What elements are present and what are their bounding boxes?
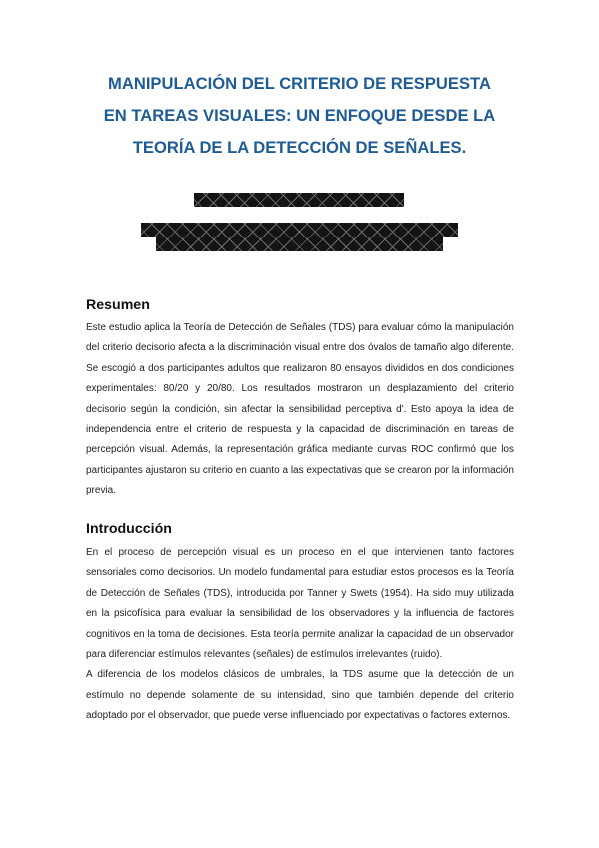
redacted-affiliation-block bbox=[141, 223, 458, 237]
paragraph: A diferencia de los modelos clásicos de umbrales, la TDS asume que la detección de un estímulo no depende solamente de su intensidad, sino que también depende del criterio adoptado por el observador, que puede verse influenciado por expectativas o factores externos. bbox=[86, 669, 514, 722]
paragraph: En el proceso de percepción visual es un proceso en el que intervienen tanto factores sensoriales como decisorios. Un modelo fundamental para estudiar estos procesos es la Teoría de Detección de Señales (TDS), introducida por Tanner y Swets (1954). Ha sido muy utilizada en la psicofísica para evaluar la sensibilidad de los observadores y la influencia de factores cognitivos en la toma de decisiones. Esta teoría permite analizar la capacidad de un observador para diferenciar estímulos relevantes (señales) de estímulos irrelevantes (ruido). bbox=[86, 547, 514, 661]
redacted-affiliation-block bbox=[156, 237, 443, 251]
introduction-text bbox=[86, 543, 514, 727]
paper-title bbox=[60, 68, 539, 164]
paragraph: Este estudio aplica la Teoría de Detección de Señales (TDS) para evaluar cómo la manipulación del criterio decisorio afecta a la discriminación visual entre dos óvalos de tamaño algo diferente. Se escogió a dos participantes adultos que realizaron 80 ensayos divididos en dos condiciones experimentales: 80/20 y 20/80. Los resultados mostraron un desplazamiento del criterio decisorio según la condición, sin afectar la sensibilidad perceptiva d'. Esto apoya la idea de independencia entre el criterio de respuesta y la capacidad de discriminación en tareas de percepción visual. Además, la representación gráfica mediante curvas ROC confirmó que los participantes ajustaron su criterio en cuanto a las expectativas que se crearon por la información previa. bbox=[86, 322, 514, 497]
abstract-text bbox=[86, 318, 514, 502]
title-line: MANIPULACIÓN DEL CRITERIO DE RESPUESTA bbox=[108, 74, 491, 93]
redacted-author-block bbox=[194, 193, 404, 207]
title-line: TEORÍA DE LA DETECCIÓN DE SEÑALES. bbox=[132, 138, 467, 157]
section-heading-introduccion: Introducción bbox=[86, 521, 172, 537]
section-heading-resumen: Resumen bbox=[86, 297, 150, 313]
title-line: EN TAREAS VISUALES: UN ENFOQUE DESDE LA bbox=[103, 106, 496, 125]
